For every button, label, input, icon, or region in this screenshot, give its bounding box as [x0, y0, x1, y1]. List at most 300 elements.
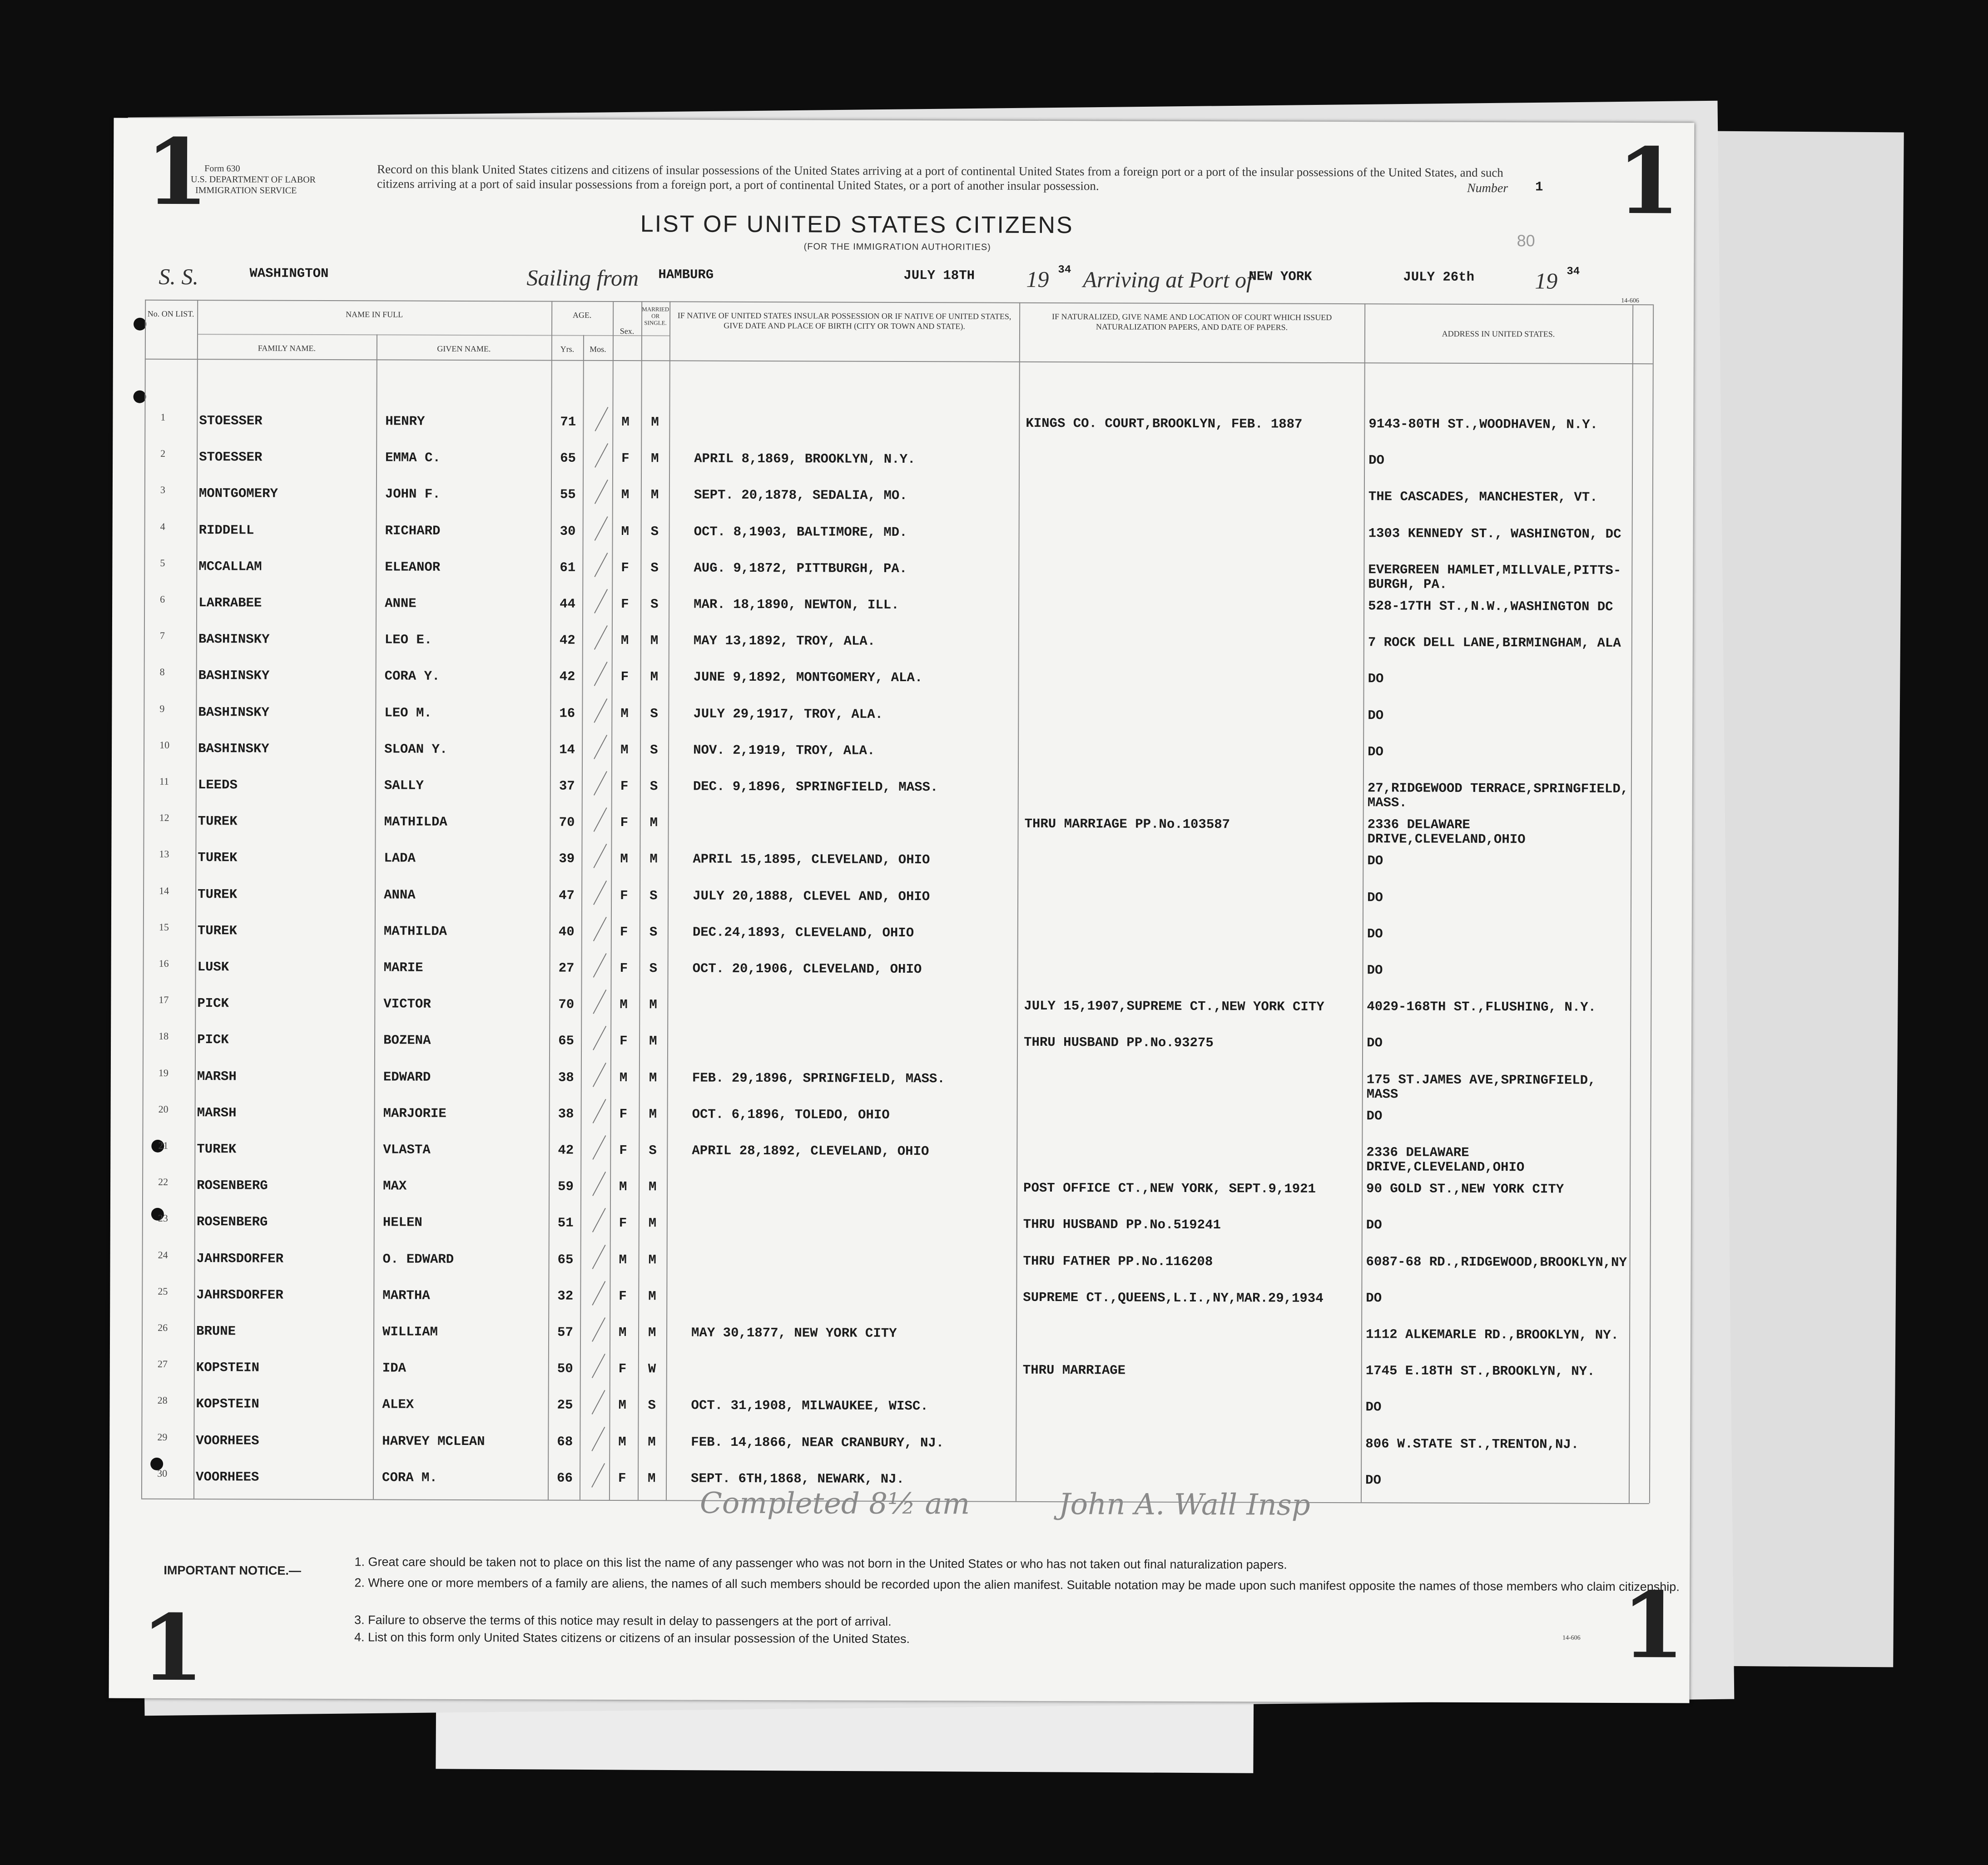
sex: F: [621, 597, 629, 612]
sex: F: [620, 1034, 628, 1049]
given-name: MATHILDA: [384, 814, 447, 830]
sex: M: [621, 524, 630, 539]
row-number: 9: [159, 702, 165, 714]
age-years: 65: [560, 450, 576, 466]
sex: M: [619, 1325, 627, 1341]
marital-status: S: [650, 524, 659, 539]
birth-info: OCT. 6,1896, TOLEDO, OHIO: [692, 1107, 890, 1123]
ship-name: WASHINGTON: [249, 266, 329, 282]
row-number: 13: [159, 848, 169, 860]
sex: M: [620, 997, 628, 1013]
check-mark: [592, 1354, 605, 1378]
check-mark: [594, 553, 608, 577]
table-row: [110, 1355, 1691, 1397]
naturalization-info: JULY 15,1907,SUPREME CT.,NEW YORK CITY: [1024, 999, 1324, 1015]
birth-info: SEPT. 20,1878, SEDALIA, MO.: [694, 487, 907, 504]
address: 528-17TH ST.,N.W.,WASHINGTON DC: [1368, 599, 1613, 614]
col-header-age: AGE.: [572, 310, 592, 320]
family-name: LARRABEE: [198, 595, 262, 611]
birth-info: MAY 13,1892, TROY, ALA.: [693, 633, 876, 649]
notice-label: IMPORTANT NOTICE.—: [164, 1563, 301, 1578]
given-name: EDWARD: [383, 1069, 431, 1085]
address: DO: [1367, 853, 1383, 869]
number-value: 1: [1535, 179, 1543, 195]
sex: M: [621, 415, 630, 430]
given-name: HARVEY MCLEAN: [382, 1434, 485, 1449]
address: 7 ROCK DELL LANE,BIRMINGHAM, ALA: [1368, 635, 1621, 651]
row-number: 25: [158, 1285, 168, 1297]
address: DO: [1368, 671, 1384, 687]
sex: M: [620, 633, 629, 648]
address: THE CASCADES, MANCHESTER, VT.: [1368, 489, 1598, 505]
family-name: TUREK: [197, 1142, 237, 1157]
form-code-top: 14-606: [1621, 297, 1639, 305]
col-header-mos: Mos.: [590, 344, 606, 354]
given-name: ANNA: [384, 887, 416, 903]
sex: M: [619, 1252, 627, 1267]
table-row: [111, 846, 1692, 887]
age-years: 70: [559, 815, 575, 830]
given-name: EMMA C.: [385, 450, 441, 465]
address: DO: [1367, 926, 1383, 942]
marital-status: S: [650, 742, 658, 758]
birth-info: SEPT. 6TH,1868, NEWARK, NJ.: [691, 1471, 905, 1487]
age-years: 65: [557, 1252, 574, 1267]
address: 175 ST.JAMES AVE,SPRINGFIELD, MASS: [1366, 1072, 1596, 1102]
age-years: 38: [558, 1106, 574, 1122]
address: DO: [1368, 707, 1384, 723]
check-mark: [591, 1427, 605, 1451]
marital-status: S: [649, 925, 658, 940]
sex: F: [619, 1216, 627, 1231]
row-number: 7: [159, 630, 165, 642]
sex: F: [619, 1143, 627, 1158]
age-years: 66: [557, 1470, 573, 1486]
address: 1745 E.18TH ST.,BROOKLYN, NY.: [1365, 1363, 1595, 1379]
naturalization-info: POST OFFICE CT.,NEW YORK, SEPT.9,1921: [1023, 1181, 1316, 1197]
marital-status: S: [649, 961, 658, 976]
age-years: 39: [559, 851, 575, 867]
table-row: [110, 1210, 1691, 1251]
table-row: [112, 554, 1693, 595]
given-name: ANNE: [385, 596, 416, 611]
birth-info: NOV. 2,1919, TROY, ALA.: [693, 742, 875, 758]
row-number: 27: [157, 1358, 168, 1370]
check-mark: [592, 1317, 605, 1342]
address: 9143-80TH ST.,WOODHAVEN, N.Y.: [1368, 416, 1598, 432]
page-subtitle: (FOR THE IMMIGRATION AUTHORITIES): [803, 242, 991, 252]
table-row: [111, 1064, 1691, 1105]
birth-info: MAR. 18,1890, NEWTON, ILL.: [694, 597, 899, 613]
marital-status: M: [649, 815, 658, 831]
record-instruction: Record on this blank United States citizens and citizens of insular possessions of the United States arriving at a port of continental United States from a foreign port or a port of the insular possessions of the United States, and such citizens arriving at a port of said insular possessions from a foreign port, a port of continental United States, or a port of another insular possession.: [377, 162, 1503, 193]
footer-number-left: 1: [140, 1594, 204, 1702]
birth-info: OCT. 31,1908, MILWAUKEE, WISC.: [691, 1398, 928, 1414]
birth-info: APRIL 8,1869, BROOKLYN, N.Y.: [694, 451, 916, 467]
age-years: 61: [560, 560, 576, 575]
address: 2336 DELAWARE DRIVE,CLEVELAND,OHIO: [1366, 1145, 1525, 1175]
sex: F: [621, 560, 629, 575]
address: DO: [1367, 1035, 1383, 1051]
number-label: Number: [1467, 181, 1508, 196]
age-years: 59: [558, 1179, 574, 1194]
sex: M: [621, 487, 630, 503]
sex: M: [619, 1070, 628, 1085]
row-number: 17: [159, 994, 169, 1006]
table-row: [112, 663, 1692, 705]
sex: F: [620, 961, 628, 976]
marital-status: M: [649, 1070, 657, 1085]
check-mark: [592, 1390, 605, 1415]
marital-status: S: [649, 779, 658, 794]
check-mark: [594, 698, 607, 723]
address: 27,RIDGEWOOD TERRACE,SPRINGFIELD, MASS.: [1367, 781, 1629, 811]
family-name: LEEDS: [198, 777, 238, 793]
age-years: 30: [560, 524, 576, 539]
family-name: BASHINSKY: [198, 632, 270, 647]
address: DO: [1365, 1473, 1381, 1488]
sex: M: [618, 1434, 626, 1449]
given-name: JOHN F.: [385, 486, 441, 502]
table-row: [113, 445, 1693, 486]
marital-status: S: [650, 597, 659, 612]
row-number: 20: [158, 1103, 169, 1115]
check-mark: [593, 917, 607, 941]
age-years: 70: [558, 997, 575, 1012]
sex: M: [620, 742, 629, 757]
sailing-date: JULY 18TH: [903, 268, 975, 283]
birth-info: AUG. 9,1872, PITTBURGH, PA.: [694, 560, 907, 576]
row-number: 18: [159, 1030, 169, 1042]
table-row: [109, 1428, 1690, 1469]
address: 806 W.STATE ST.,TRENTON,NJ.: [1365, 1436, 1579, 1452]
address: DO: [1368, 453, 1384, 468]
row-number: 11: [159, 775, 169, 787]
row-number: 22: [158, 1176, 169, 1188]
address: 4029-168TH ST.,FLUSHING, N.Y.: [1367, 999, 1596, 1015]
age-years: 16: [559, 706, 575, 721]
marital-status: M: [648, 1216, 657, 1231]
family-name: TUREK: [197, 923, 237, 939]
marital-status: M: [651, 415, 659, 430]
age-years: 42: [559, 669, 575, 685]
row-number: 29: [157, 1431, 168, 1443]
col-header-naturalized: IF NATURALIZED, GIVE NAME AND LOCATION OF COURT WHICH ISSUED NATURALIZATION PAPERS, AND DATE OF PAPERS.: [1051, 312, 1332, 332]
footer-number-right: 1: [1621, 1572, 1685, 1679]
row-number: 4: [160, 520, 165, 532]
marital-status: M: [650, 487, 659, 503]
given-name: ALEX: [382, 1397, 414, 1413]
marital-status: M: [649, 1034, 657, 1049]
check-mark: [592, 1245, 606, 1269]
table-row: [110, 1137, 1691, 1178]
check-mark: [594, 771, 607, 796]
department-label: U.S. DEPARTMENT OF LABOR: [191, 174, 316, 185]
col-header-sex: Sex.: [620, 326, 635, 336]
birth-info: OCT. 8,1903, BALTIMORE, MD.: [694, 524, 907, 540]
marital-status: S: [650, 706, 658, 721]
sailing-year-prefix: 19: [1026, 266, 1049, 292]
family-name: VOORHEES: [196, 1433, 259, 1449]
table-row: [110, 1246, 1691, 1287]
birth-info: JUNE 9,1892, MONTGOMERY, ALA.: [693, 669, 923, 686]
family-name: MONTGOMERY: [198, 486, 278, 502]
birth-info: FEB. 29,1896, SPRINGFIELD, MASS.: [692, 1070, 945, 1086]
table-row: [110, 1282, 1691, 1324]
birth-info: DEC.24,1893, CLEVELAND, OHIO: [692, 925, 914, 940]
check-mark: [593, 953, 607, 978]
table-row: [111, 1028, 1691, 1069]
table-row: [109, 1392, 1690, 1433]
row-number: 10: [159, 739, 170, 751]
table-top-border: [145, 300, 1653, 305]
table-row: [112, 518, 1693, 559]
col-header-given: GIVEN NAME.: [437, 344, 491, 354]
inspector-signature: John A. Wall Insp: [1058, 1488, 1310, 1522]
birth-info: DEC. 9,1896, SPRINGFIELD, MASS.: [693, 779, 938, 795]
sex: F: [620, 779, 629, 794]
marital-status: M: [648, 1434, 656, 1449]
age-years: 68: [557, 1434, 573, 1449]
table-row: [111, 918, 1692, 960]
address: 1112 ALKEMARLE RD.,BROOKLYN, NY.: [1366, 1327, 1619, 1343]
given-name: SLOAN Y.: [384, 742, 448, 757]
age-years: 51: [557, 1216, 574, 1231]
row-number: 14: [159, 885, 169, 896]
arriving-year: 34: [1567, 265, 1580, 278]
sex: F: [618, 1361, 627, 1377]
age-years: 40: [558, 924, 575, 940]
header-bottom-border: [145, 359, 1653, 364]
marital-status: M: [649, 997, 657, 1013]
table-row: [112, 591, 1693, 632]
table-row: [110, 1319, 1691, 1360]
naturalization-info: THRU FATHER PP.No.116208: [1023, 1253, 1213, 1269]
given-name: MARTHA: [382, 1288, 430, 1303]
check-mark: [595, 516, 608, 541]
family-name: PICK: [197, 996, 229, 1011]
table-row: [112, 773, 1692, 814]
check-mark: [591, 1463, 605, 1488]
sex: F: [620, 888, 628, 903]
row-number: 26: [158, 1321, 168, 1333]
family-name: STOESSER: [199, 450, 263, 465]
age-years: 55: [560, 487, 576, 503]
check-mark: [592, 1135, 606, 1160]
check-mark: [593, 1026, 606, 1050]
birth-info: OCT. 20,1906, CLEVELAND, OHIO: [692, 961, 922, 977]
page-title: LIST OF UNITED STATES CITIZENS: [640, 211, 1074, 239]
given-name: ELEANOR: [385, 559, 441, 575]
given-name: LEO M.: [384, 705, 432, 721]
col-header-birth: IF NATIVE OF UNITED STATES INSULAR POSSESSION OR IF NATIVE OF UNITED STATES, GIVE DATE AND PLACE OF BIRTH (CITY OR TOWN AND STATE).: [677, 311, 1011, 331]
sex: F: [618, 1470, 626, 1486]
name-age-divider: [197, 334, 669, 336]
sailing-year: 34: [1058, 264, 1071, 277]
address: EVERGREEN HAMLET,MILLVALE,PITTS-BURGH, PA.: [1368, 562, 1621, 592]
family-name: VOORHEES: [196, 1469, 259, 1485]
marital-status: M: [650, 633, 659, 648]
stamped-number: 80: [1517, 231, 1535, 250]
age-years: 71: [560, 414, 576, 430]
marital-status: M: [648, 1325, 656, 1341]
form-code-bottom: 14-606: [1562, 1634, 1581, 1642]
sex: M: [620, 851, 628, 867]
naturalization-info: SUPREME CT.,QUEENS,L.I.,NY,MAR.29,1934: [1023, 1290, 1324, 1306]
given-name: MATHILDA: [383, 924, 447, 939]
table-row: [111, 955, 1691, 996]
family-name: ROSENBERG: [197, 1178, 268, 1193]
row-number: 3: [160, 484, 165, 496]
sex: M: [620, 706, 629, 721]
check-mark: [593, 989, 606, 1014]
punch-hole: [134, 391, 146, 403]
sex: F: [619, 1288, 627, 1304]
row-number: 21: [158, 1139, 169, 1151]
notice-item: 1. Great care should be taken not to place on this list the name of any passenger who was not born in the United States or who has not taken out final naturalization papers.: [354, 1555, 1287, 1572]
marital-status: S: [648, 1398, 656, 1413]
family-name: JAHRSDORFER: [196, 1251, 284, 1266]
family-name: BRUNE: [196, 1324, 236, 1339]
address: 6087-68 RD.,RIDGEWOOD,BROOKLYN,NY: [1366, 1254, 1627, 1270]
age-years: 57: [557, 1325, 573, 1340]
check-mark: [594, 589, 608, 613]
table-row: [111, 991, 1691, 1033]
address: DO: [1365, 1400, 1382, 1415]
age-years: 32: [557, 1288, 574, 1304]
family-name: TUREK: [198, 850, 238, 866]
check-mark: [595, 443, 608, 468]
table-row: [113, 481, 1693, 523]
given-name: MAX: [383, 1178, 407, 1194]
row-number: 8: [159, 666, 165, 678]
address: DO: [1367, 890, 1383, 905]
given-name: LEO E.: [384, 632, 432, 648]
punch-hole: [134, 318, 146, 331]
row-number: 19: [158, 1067, 169, 1078]
check-mark: [593, 1099, 606, 1123]
address: 2336 DELAWARE DRIVE,CLEVELAND,OHIO: [1367, 817, 1526, 847]
marital-status: M: [651, 451, 659, 466]
given-name: HELEN: [382, 1215, 422, 1231]
family-name: TUREK: [198, 814, 238, 829]
marital-status: M: [648, 1289, 656, 1304]
col-header-married: MARRIED OR SINGLE.: [642, 306, 669, 326]
birth-info: FEB. 14,1866, NEAR CRANBURY, NJ.: [691, 1435, 944, 1450]
given-name: MARIE: [383, 960, 423, 975]
marital-status: S: [649, 888, 658, 903]
notice-item: 2. Where one or more members of a family are aliens, the names of all such members should be recorded upon the alien manifest. Suitable notation may be made upon such manifest opposite the names of those members who claim citizenship.: [354, 1576, 1680, 1594]
given-name: VLASTA: [383, 1142, 431, 1158]
back-page-right: [1702, 131, 1904, 1667]
age-years: 38: [558, 1070, 574, 1085]
naturalization-info: KINGS CO. COURT,BROOKLYN, FEB. 1887: [1026, 416, 1303, 432]
sailing-port: HAMBURG: [658, 267, 714, 282]
row-number: 16: [159, 957, 169, 969]
row-number: 28: [157, 1395, 168, 1406]
given-name: MARJORIE: [383, 1106, 446, 1121]
age-years: 14: [559, 742, 575, 757]
marital-status: S: [649, 1143, 657, 1158]
marital-status: M: [648, 1252, 657, 1267]
given-name: CORA M.: [382, 1470, 437, 1485]
service-label: IMMIGRATION SERVICE: [195, 185, 297, 196]
address: 90 GOLD ST.,NEW YORK CITY: [1366, 1181, 1564, 1197]
check-mark: [595, 480, 608, 504]
row-number: 15: [159, 921, 169, 933]
arriving-year-prefix: 19: [1535, 268, 1558, 294]
given-name: CORA Y.: [384, 668, 440, 684]
notice-item: 3. Failure to observe the terms of this notice may result in delay to passengers at the port of arrival.: [354, 1613, 892, 1628]
family-name: MARSH: [197, 1069, 237, 1084]
marital-status: S: [650, 560, 659, 576]
naturalization-info: THRU MARRIAGE: [1022, 1363, 1126, 1378]
age-years: 42: [559, 633, 575, 648]
family-name: JAHRSDORFER: [196, 1287, 283, 1303]
form-label: Form 630: [204, 163, 240, 174]
row-number: 30: [157, 1467, 168, 1479]
birth-info: JULY 29,1917, TROY, ALA.: [693, 706, 883, 722]
sex: F: [621, 451, 630, 466]
check-mark: [592, 1208, 606, 1232]
family-name: PICK: [197, 1032, 229, 1048]
family-name: ROSENBERG: [196, 1214, 268, 1230]
sex: F: [620, 924, 628, 940]
family-name: BASHINSKY: [198, 741, 269, 757]
age-years: 47: [559, 888, 575, 903]
sex: F: [620, 815, 629, 831]
sex: F: [619, 1106, 628, 1122]
col-header-address: ADDRESS IN UNITED STATES.: [1442, 329, 1555, 339]
marital-status: M: [650, 669, 659, 685]
given-name: WILLIAM: [382, 1324, 438, 1340]
table-row: [111, 882, 1692, 923]
age-years: 25: [557, 1398, 573, 1413]
age-years: 27: [558, 960, 575, 976]
row-number: 1: [160, 411, 166, 423]
address: DO: [1366, 1217, 1382, 1233]
notice-item: 4. List on this form only United States citizens or citizens of an insular possession of the United States.: [354, 1630, 910, 1646]
row-number: 6: [160, 593, 165, 605]
family-name: STOESSER: [199, 413, 263, 429]
arriving-label: Arriving at Port of: [1083, 267, 1253, 293]
family-name: RIDDELL: [198, 522, 254, 538]
marital-status: M: [648, 1471, 656, 1486]
given-name: SALLY: [384, 778, 424, 793]
table-row: [112, 627, 1693, 668]
naturalization-info: THRU HUSBAND PP.No.519241: [1023, 1217, 1221, 1233]
given-name: RICHARD: [385, 523, 441, 539]
address: DO: [1368, 744, 1383, 760]
address: 1303 KENNEDY ST., WASHINGTON, DC: [1368, 525, 1621, 542]
row-number: 12: [159, 812, 169, 824]
age-years: 65: [558, 1034, 574, 1049]
family-name: KOPSTEIN: [196, 1360, 260, 1375]
check-mark: [594, 807, 607, 832]
table-row: [112, 700, 1692, 741]
col-header-name: NAME IN FULL: [346, 310, 403, 319]
given-name: IDA: [382, 1360, 407, 1376]
family-name: LUSK: [197, 960, 229, 975]
birth-info: MAY 30,1877, NEW YORK CITY: [691, 1325, 897, 1341]
age-years: 50: [557, 1361, 573, 1376]
check-mark: [595, 407, 608, 431]
given-name: LADA: [384, 851, 416, 866]
check-mark: [594, 625, 608, 650]
table-row: [112, 736, 1692, 777]
family-name: BASHINSKY: [198, 668, 270, 684]
table-row: [111, 809, 1692, 851]
